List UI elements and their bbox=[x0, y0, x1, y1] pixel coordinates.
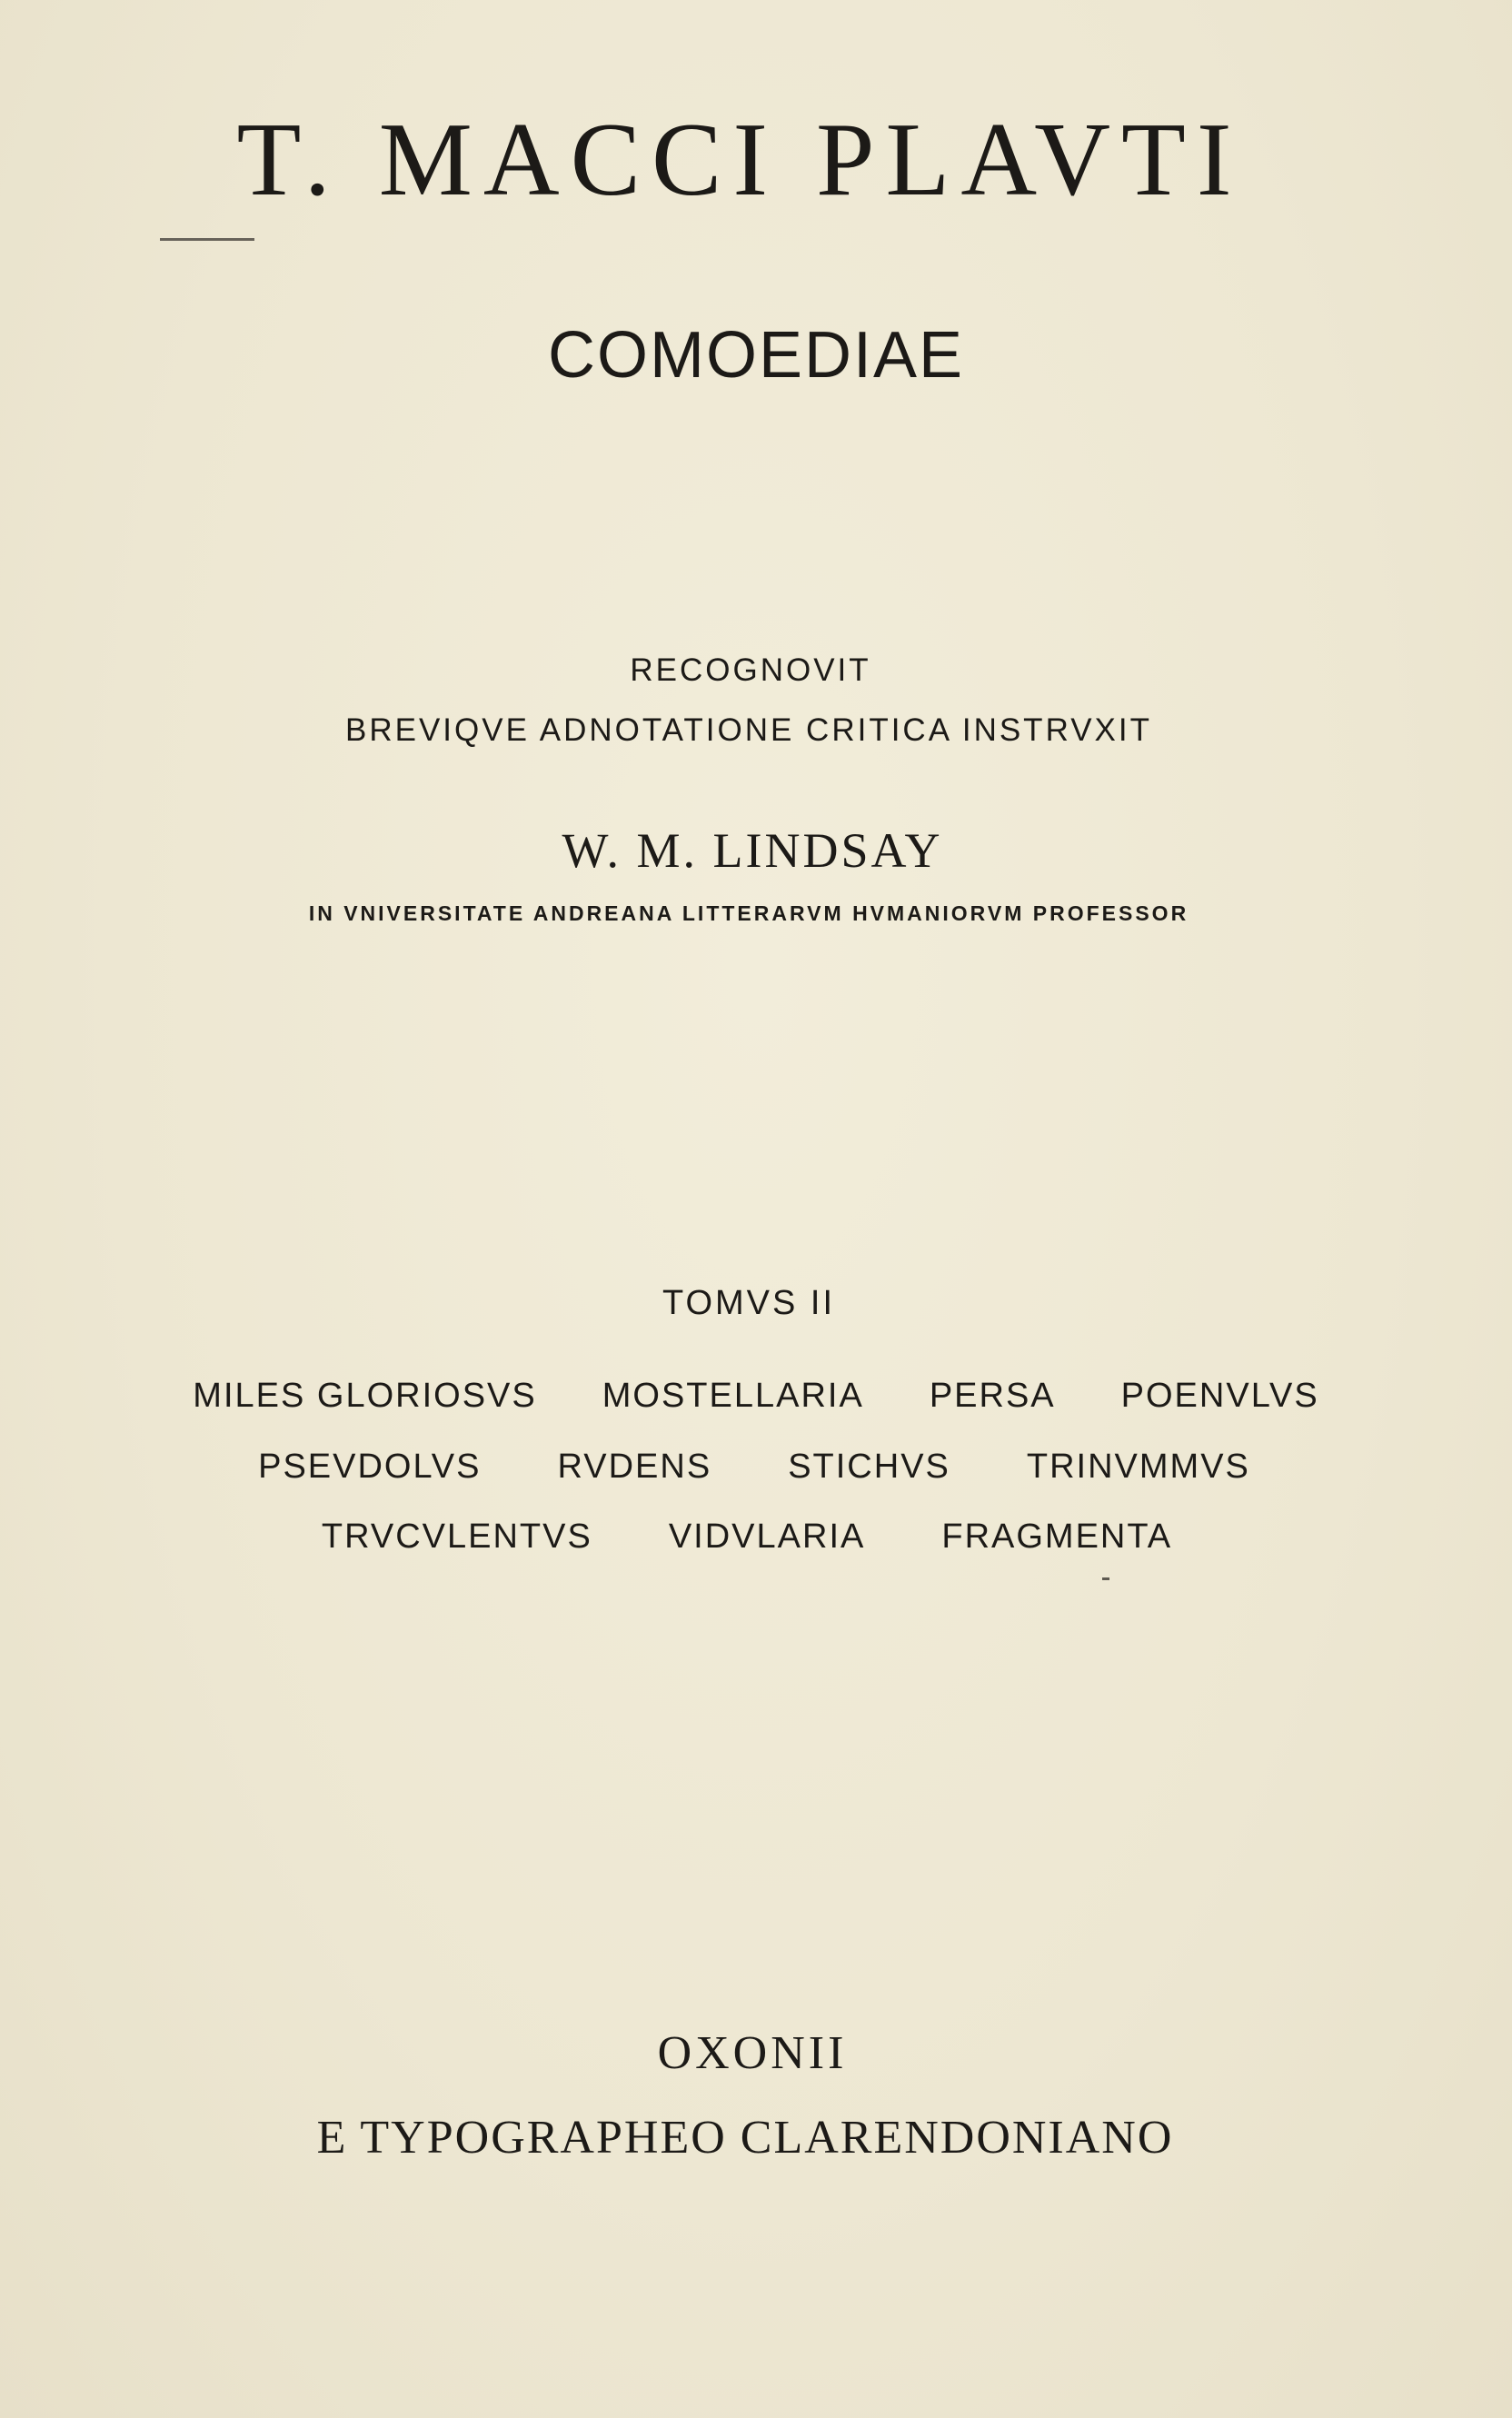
play-title: RVDENS bbox=[557, 1448, 712, 1486]
volume-number: TOMVS II bbox=[662, 1284, 836, 1322]
plays-line-3 bbox=[0, 1517, 1503, 1557]
print-mark bbox=[1102, 1577, 1109, 1580]
play-title: TRINVMMVS bbox=[1026, 1448, 1250, 1486]
imprint-press: E TYPOGRAPHEO CLARENDONIANO bbox=[316, 2112, 1174, 2164]
editor-affiliation: IN VNIVERSITATE ANDREANA LITTERARVM HVMANIORVM PROFESSOR bbox=[308, 901, 1189, 925]
imprint-place: OXONII bbox=[657, 2027, 848, 2079]
play-title: FRAGMENTA bbox=[941, 1517, 1173, 1556]
decorative-rule bbox=[160, 238, 254, 241]
plays-line-2 bbox=[0, 1448, 1510, 1487]
book-title: T. MACCI PLAVTI bbox=[236, 102, 1243, 218]
book-subtitle: COMOEDIAE bbox=[547, 319, 965, 392]
edited-by-line: RECOGNOVIT bbox=[630, 652, 871, 688]
play-title: PSEVDOLVS bbox=[258, 1448, 482, 1486]
play-title: VIDVLARIA bbox=[668, 1517, 866, 1556]
plays-line-1 bbox=[0, 1377, 1512, 1416]
play-title: PERSA bbox=[929, 1377, 1056, 1415]
play-title: MILES GLORIOSVS bbox=[193, 1377, 537, 1415]
play-title: POENVLVS bbox=[1120, 1377, 1319, 1415]
play-title: TRVCVLENTVS bbox=[321, 1517, 592, 1556]
play-title: STICHVS bbox=[788, 1448, 950, 1486]
editor-name: W. M. LINDSAY bbox=[562, 823, 943, 878]
annotation-line: BREVIQVE ADNOTATIONE CRITICA INSTRVXIT bbox=[344, 712, 1153, 748]
play-title: MOSTELLARIA bbox=[602, 1377, 864, 1415]
